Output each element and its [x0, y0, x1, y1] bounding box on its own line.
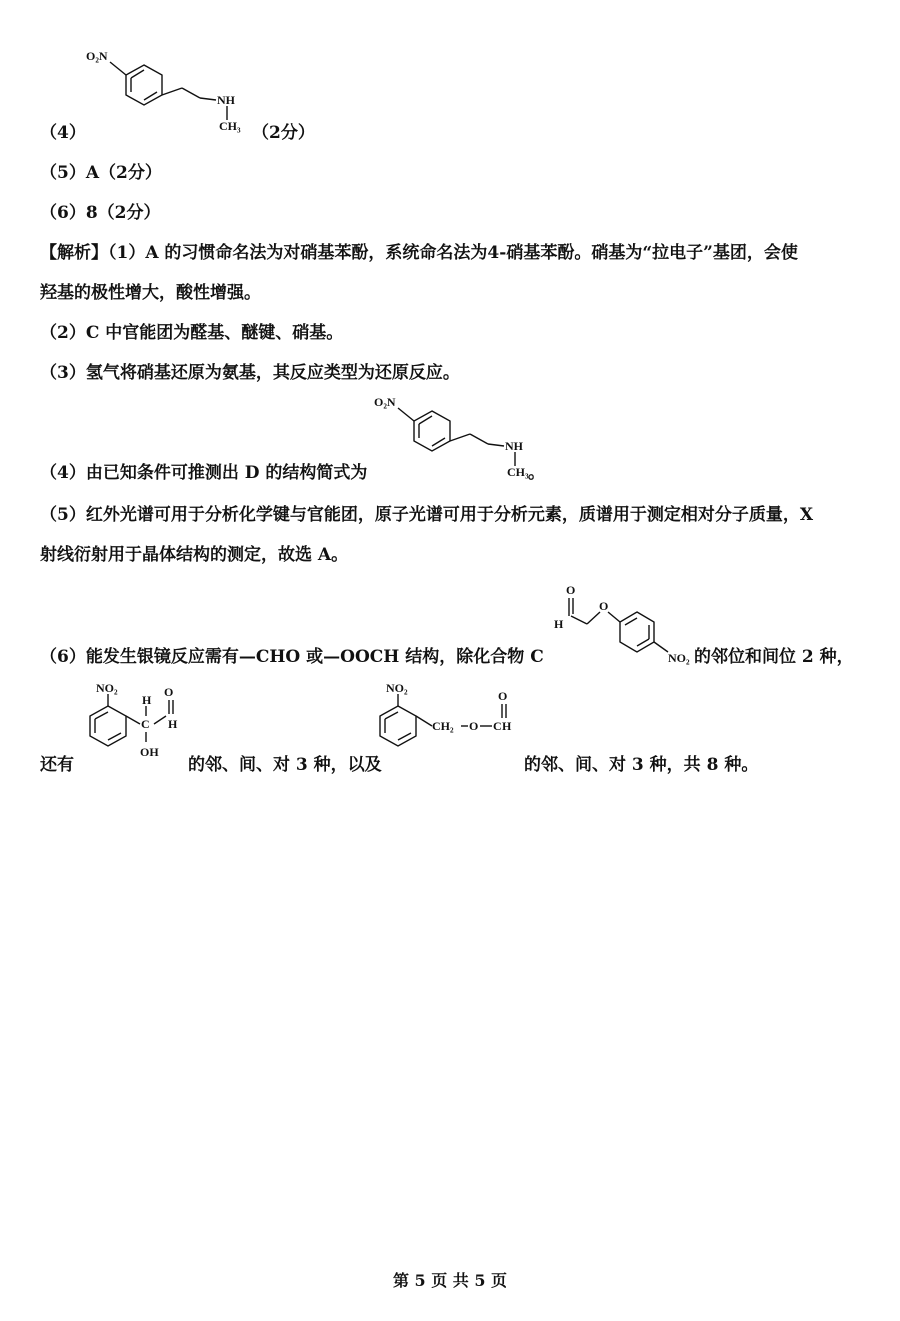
- o-label: O: [469, 719, 479, 733]
- page-footer: 第 5 页 共 5 页: [392, 1271, 508, 1290]
- analysis-p6-mid: 的邻、间、对 3 种，以及: [188, 755, 382, 775]
- isomer-structure-2: [368, 676, 528, 776]
- c-label: C: [493, 719, 502, 733]
- h-label: H: [142, 693, 152, 707]
- no2-label: NO₂: [386, 681, 408, 695]
- analysis-p6-line1: （6）能发生银镜反应需有—CHO 或—OOCH 结构，除化合物 C: [40, 647, 544, 667]
- q5-answer: （5）A（2分）: [40, 163, 162, 183]
- analysis-p1-line1: 【解析】（1）A 的习惯命名法为对硝基苯酚，系统命名法为4-硝基苯酚。硝基为“拉电子”基团，会使: [40, 243, 798, 263]
- q6-answer: （6）8（2分）: [40, 203, 161, 223]
- no2-label: O₂N: [86, 49, 108, 63]
- compound-c-structure: [552, 580, 702, 670]
- h2-label: H: [168, 717, 178, 731]
- no2-label: NO₂: [668, 651, 690, 665]
- h-label: H: [502, 719, 512, 733]
- ch3-label: CH₃: [507, 465, 529, 479]
- h-label: H: [554, 617, 564, 631]
- analysis-p3: （3）氢气将硝基还原为氨基，其反应类型为还原反应。: [40, 363, 460, 383]
- isomer-structure-1: [78, 676, 198, 776]
- oh-label: OH: [140, 745, 159, 759]
- q4-answer-label: （4）: [40, 123, 86, 143]
- o-label: O: [566, 583, 576, 597]
- analysis-p1-line2: 羟基的极性增大，酸性增强。: [40, 283, 261, 303]
- analysis-p5-line2: 射线衍射用于晶体结构的测定，故选 A。: [40, 545, 349, 565]
- analysis-p4: （4）由已知条件可推测出 D 的结构简式为: [40, 463, 368, 483]
- ch3-label: CH₃: [219, 119, 241, 133]
- analysis-p2: （2）C 中官能团为醛基、醚键、硝基。: [40, 323, 344, 343]
- analysis-p6-also: 还有: [40, 755, 74, 775]
- no2-label: NO₂: [96, 681, 118, 695]
- analysis-p4-end: 。: [528, 463, 545, 483]
- ether-o-label: O: [599, 599, 609, 613]
- o-label: O: [164, 685, 174, 699]
- c-label: C: [141, 717, 150, 731]
- analysis-p5-line1: （5）红外光谱可用于分析化学键与官能团，原子光谱可用于分析元素，质谱用于测定相对分子质量，X: [40, 505, 814, 525]
- no2-label: O₂N: [374, 395, 396, 409]
- carbonyl-o-label: O: [498, 689, 508, 703]
- nh-label: NH: [217, 93, 235, 107]
- ch2-label: CH₂: [432, 719, 454, 733]
- q4-answer-score: （2分）: [252, 123, 315, 143]
- analysis-p6-end: 的邻、间、对 3 种，共 8 种。: [524, 755, 759, 775]
- analysis-p6-line1-end: 的邻位和间位 2 种，: [694, 647, 854, 667]
- nh-label: NH: [505, 439, 523, 453]
